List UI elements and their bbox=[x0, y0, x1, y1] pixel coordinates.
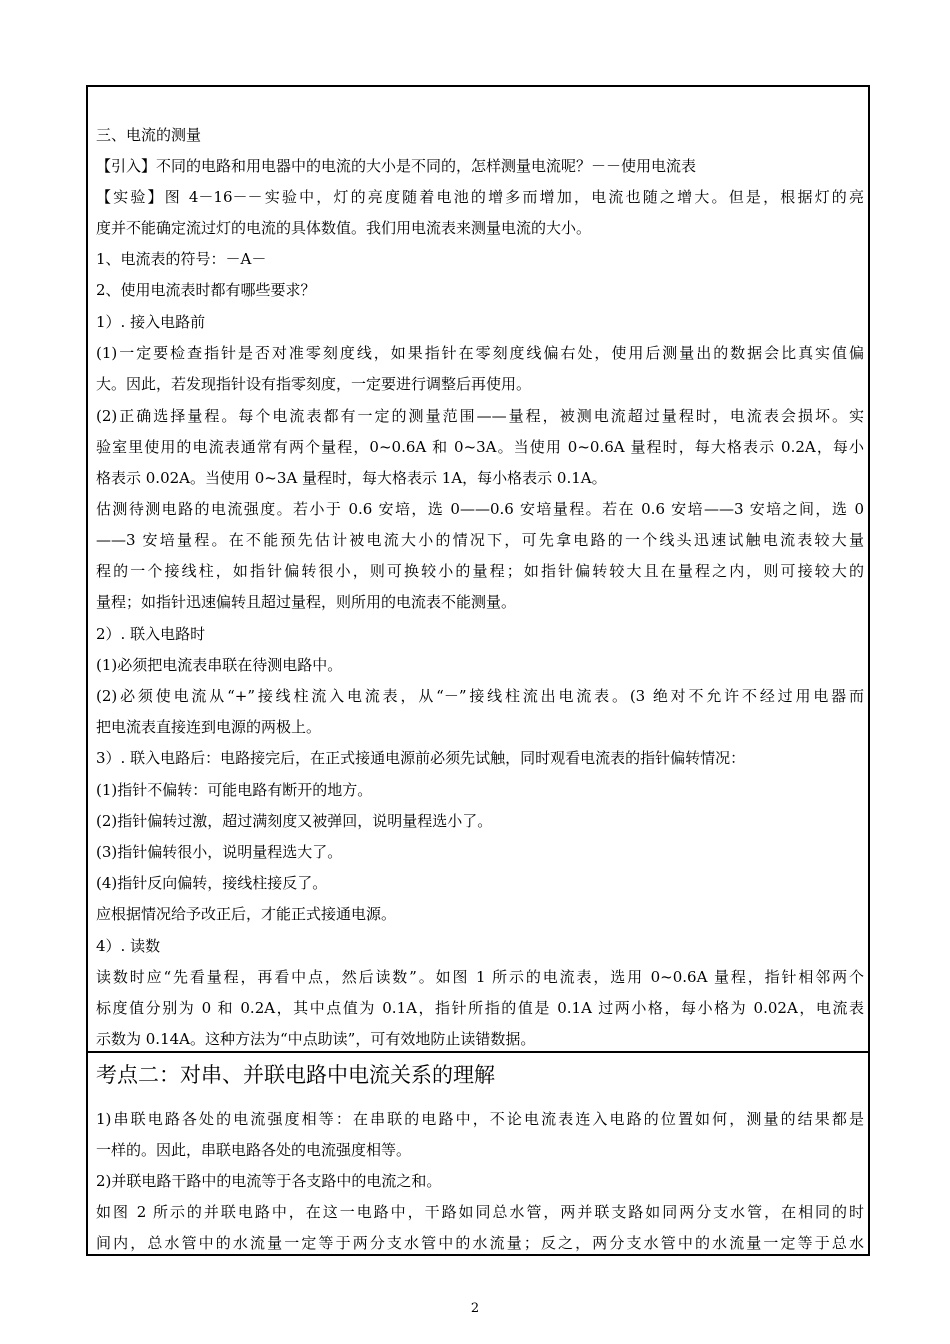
paragraph-line: (2)正确选择量程。每个电流表都有一定的测量范围——量程，被测电流超过量程时，电流表会损坏。实 bbox=[96, 407, 864, 425]
paragraph-line: 大。因此，若发现指针设有指零刻度，一定要进行调整后再使用。 bbox=[96, 375, 532, 393]
paragraph-line: 估测待测电路的电流强度。若小于 0.6 安培，选 0——0.6 安培量程。若在 0.6 安培——3 安培之间，选 0 bbox=[96, 500, 864, 518]
subheading: 2）. 联入电路时 bbox=[96, 625, 206, 643]
paragraph-line: (1)必须把电流表串联在待测电路中。 bbox=[96, 656, 343, 674]
paragraph-line: 验室里使用的电流表通常有两个量程，0~0.6A 和 0~3A。当使用 0~0.6A 量程时，每大格表示 0.2A，每小 bbox=[96, 438, 864, 456]
section-current-measurement bbox=[88, 87, 868, 1051]
paragraph-line: 如图 2 所示的并联电路中，在这一电路中，干路如同总水管，两并联支路如同两分支水管，在相同的时 bbox=[96, 1203, 864, 1221]
paragraph-line: (4)指针反向偏转，接线柱接反了。 bbox=[96, 874, 328, 892]
paragraph-line: 1)串联电路各处的电流强度相等：在串联的电路中，不论电流表连入电路的位置如何，测量的结果都是 bbox=[96, 1110, 864, 1128]
paragraph-line: 格表示 0.02A。当使用 0~3A 量程时，每大格表示 1A，每小格表示 0.1A。 bbox=[96, 469, 607, 487]
paragraph-line: 一样的。因此，串联电路各处的电流强度相等。 bbox=[96, 1141, 412, 1159]
paragraph-line: 2)并联电路干路中的电流等于各支路中的电流之和。 bbox=[96, 1172, 442, 1190]
content-table bbox=[86, 85, 870, 1256]
paragraph-line: 度并不能确定流过灯的电流的具体数值。我们用电流表来测量电流的大小。 bbox=[96, 219, 592, 237]
paragraph-line: 【实验】图 4－16－－实验中，灯的亮度随着电池的增多而增加，电流也随之增大。但是，根据灯的亮 bbox=[96, 188, 864, 206]
section-series-parallel bbox=[88, 1053, 868, 1256]
paragraph-line: 标度值分别为 0 和 0.2A，其中点值为 0.1A，指针所指的值是 0.1A 过两小格，每小格为 0.02A，电流表 bbox=[96, 999, 864, 1017]
paragraph-line: 程的一个接线柱，如指针偏转很小，则可换较小的量程；如指针偏转较大且在量程之内，则可接较大的 bbox=[96, 562, 864, 580]
paragraph-line: 示数为 0.14A。这种方法为“中点助读”，可有效地防止读错数据。 bbox=[96, 1030, 536, 1048]
paragraph-line: (2)必须使电流从“+”接线柱流入电流表，从“－”接线柱流出电流表。(3 绝对不允许不经过用电器而 bbox=[96, 687, 864, 705]
paragraph-line: (1)一定要检查指针是否对准零刻度线，如果指针在零刻度线偏右处，使用后测量出的数据会比真实值偏 bbox=[96, 344, 864, 362]
page-number: 2 bbox=[470, 1301, 480, 1316]
paragraph-line: (2)指针偏转过激，超过满刻度又被弹回，说明量程选小了。 bbox=[96, 812, 493, 830]
paragraph-line: (1)指针不偏转：可能电路有断开的地方。 bbox=[96, 781, 373, 799]
paragraph-line: (3)指针偏转很小，说明量程选大了。 bbox=[96, 843, 343, 861]
subheading: 3）. 联入电路后：电路接完后，在正式接通电源前必须先试触，同时观看电流表的指针偏转情况： bbox=[96, 749, 746, 767]
paragraph-line: 间内，总水管中的水流量一定等于两分支水管中的水流量；反之，两分支水管中的水流量一定等于总水 bbox=[96, 1234, 864, 1252]
paragraph-line: 把电流表直接连到电源的两极上。 bbox=[96, 718, 322, 736]
paragraph-line: 读数时应“先看量程，再看中点，然后读数”。如图 1 所示的电流表，选用 0~0.6A 量程，指针相邻两个 bbox=[96, 968, 864, 986]
section-heading: 三、电流的测量 bbox=[96, 126, 202, 144]
paragraph-line: 1、电流表的符号：－A－ bbox=[96, 250, 267, 268]
subheading: 4）. 读数 bbox=[96, 937, 161, 955]
paragraph-line: 量程；如指针迅速偏转且超过量程，则所用的电流表不能测量。 bbox=[96, 593, 517, 611]
subheading: 1）. 接入电路前 bbox=[96, 313, 206, 331]
paragraph-line: 【引入】不同的电路和用电器中的电流的大小是不同的，怎样测量电流呢？－－使用电流表 bbox=[96, 157, 697, 175]
paragraph-line: 2、使用电流表时都有哪些要求？ bbox=[96, 281, 316, 299]
paragraph-line: ——3 安培量程。在不能预先估计被电流大小的情况下，可先拿电路的一个线头迅速试触电流表较大量 bbox=[96, 531, 864, 549]
paragraph-line: 应根据情况给予改正后，才能正式接通电源。 bbox=[96, 905, 397, 923]
section-heading: 考点二：对串、并联电路中电流关系的理解 bbox=[96, 1063, 495, 1087]
